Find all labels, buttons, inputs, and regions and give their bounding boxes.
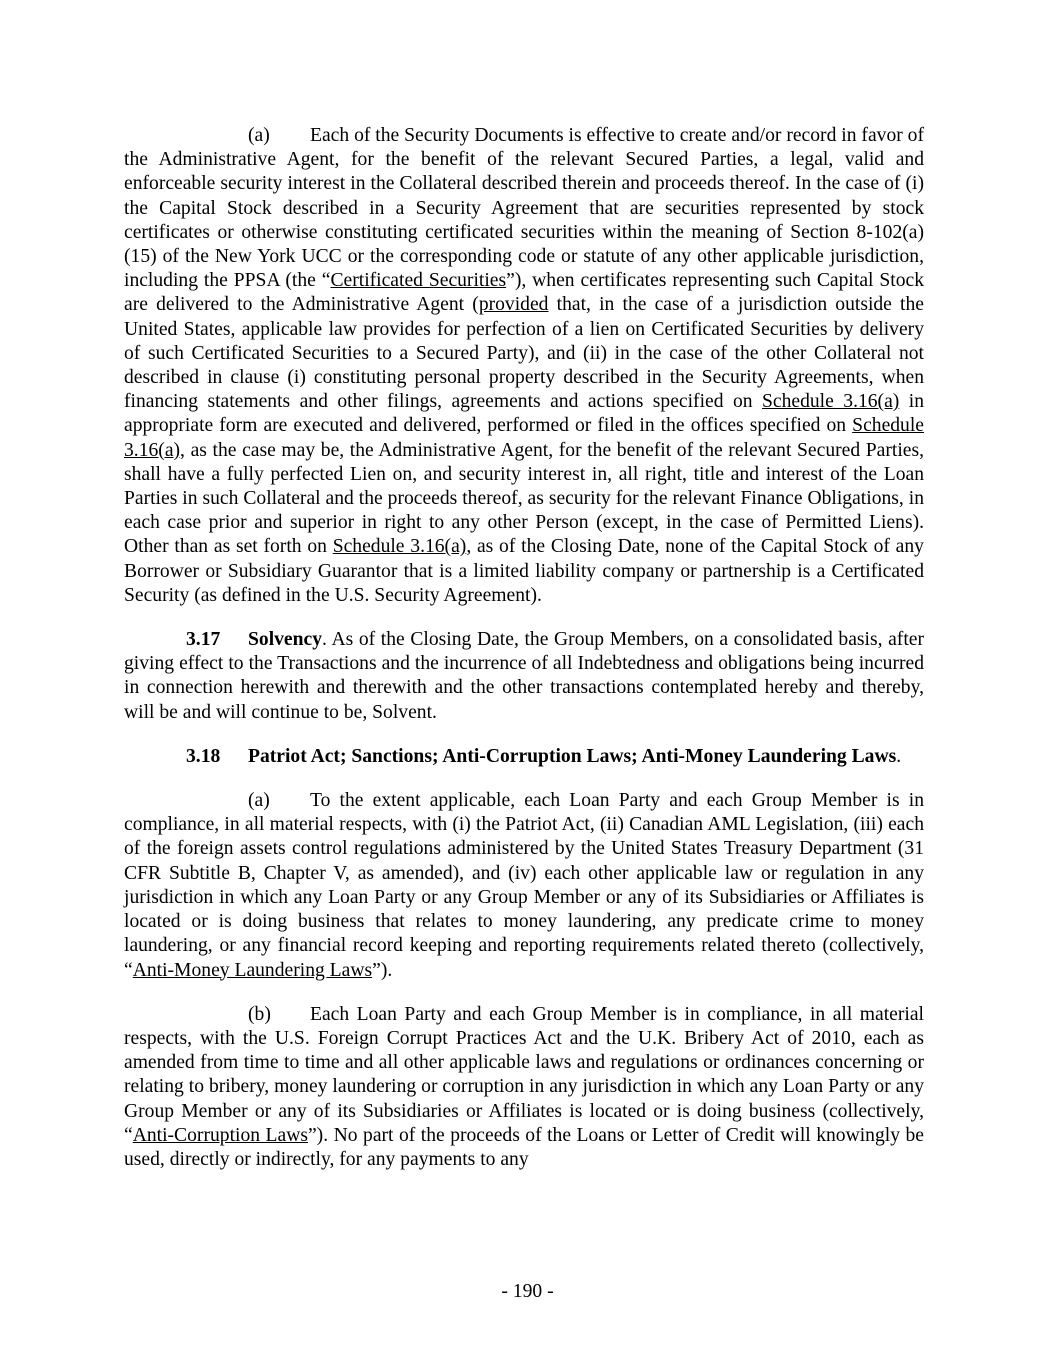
schedule-reference: Schedule 3.16(a) bbox=[124, 415, 924, 461]
provided-term: provided bbox=[478, 294, 549, 316]
defined-term: Certificated Securities bbox=[330, 270, 507, 292]
paragraph-3-18-b bbox=[124, 1003, 924, 1172]
schedule-reference: Schedule 3.16(a) bbox=[762, 391, 900, 413]
paragraph-text: ”). No part of the proceeds of the Loans or Letter of Credit will knowingly be used, directly or indirectly, for any payments to any bbox=[124, 1124, 924, 1170]
paragraph-3-18-a bbox=[124, 789, 924, 983]
page-number: - 190 - bbox=[501, 1281, 554, 1302]
section-number: 3.17 bbox=[186, 629, 221, 651]
paragraph-text: , as of the Closing Date, none of the Capital Stock of any Borrower or Subsidiary Guarantor that is a limited liability company or partnership is a Certificated Security (as defined in the U.S. Security Agreement). bbox=[124, 536, 924, 606]
section-3-17 bbox=[124, 628, 924, 725]
paragraph-text: in appropriate form are executed and delivered, performed or filed in the offices specified on bbox=[124, 391, 924, 437]
section-number: 3.18 bbox=[186, 745, 221, 767]
defined-term: Anti-Corruption Laws bbox=[132, 1124, 308, 1146]
paragraph-text: . As of the Closing Date, the Group Members, on a consolidated basis, after giving effect to the Transactions and the incurrence of all Indebtedness and obligations being incurred in connection herewith and therewith and the other transactions contemplated hereby and thereby, will be and will continue to be, Solvent. bbox=[124, 629, 924, 723]
paragraph-text: . bbox=[896, 745, 902, 767]
schedule-reference: Schedule 3.16(a) bbox=[332, 536, 467, 558]
paragraph-text: that, in the case of a jurisdiction outside the United States, applicable law provides for perfection of a lien on Certificated Securities by delivery of such Certificated Securities to a Secured Party), and (ii) in the case of the other Collateral not described in clause (i) constituting personal property described in the Security Agreements, when financing statements and other filings, agreements and actions specified on bbox=[124, 294, 924, 413]
clause-marker: (a) bbox=[248, 125, 270, 146]
document-page bbox=[124, 124, 924, 1192]
defined-term: Anti-Money Laundering Laws bbox=[132, 959, 373, 981]
paragraph-text: , as the case may be, the Administrative Agent, for the benefit of the relevant Secured Parties, shall have a fully perfected Lien on, and security interest in, all right, title and interest of the Loan Parties in such Collateral and the proceeds thereof, as security for the relevant Finance Obligations, in each case prior and superior in right to any other Person (except, in the case of Permitted Liens). Other than as set forth on bbox=[124, 439, 924, 558]
section-3-18 bbox=[124, 745, 924, 769]
paragraph-3-16-a bbox=[124, 124, 924, 608]
clause-marker: (a) bbox=[248, 790, 270, 812]
paragraph-text: Each of the Security Documents is effective to create and/or record in favor of the Administrative Agent, for the benefit of the relevant Secured Parties, a legal, valid and enforceable security interest in the Collateral described therein and proceeds thereof. In the case of (i) the Capital Stock described in a Security Agreement that are securities represented by stock certificates or otherwise constituting certificated securities within the meaning of Section 8-102(a)(15) of the New York UCC or the corresponding code or statute of any other applicable jurisdiction, including the PPSA (the “ bbox=[124, 125, 924, 292]
paragraph-text: To the extent applicable, each Loan Party and each Group Member is in compliance, in all material respects, with (i) the Patriot Act, (ii) Canadian AML Legislation, (iii) each of the foreign assets control regulations administered by the United States Treasury Department (31 CFR Subtitle B, Chapter V, as amended), and (iv) each other applicable law or regulation in any jurisdiction in which any Loan Party or any Group Member or any of its Subsidiaries or Affiliates is located or is doing business that relates to money laundering, any predicate crime to money laundering, or any financial record keeping and reporting requirements related thereto (collectively, “ bbox=[124, 790, 924, 981]
paragraph-text: ”). bbox=[372, 959, 393, 981]
paragraph-text: ”), when certificates representing such Capital Stock are delivered to the Administrative Agent ( bbox=[124, 270, 924, 316]
section-heading: Solvency bbox=[248, 629, 323, 651]
section-heading: Patriot Act; Sanctions; Anti-Corruption Laws; Anti-Money Laundering Laws bbox=[248, 745, 897, 767]
clause-marker: (b) bbox=[248, 1003, 271, 1025]
paragraph-text: Each Loan Party and each Group Member is in compliance, in all material respects, with the U.S. Foreign Corrupt Practices Act and the U.K. Bribery Act of 2010, each as amended from time to time and all other applicable laws and regulations or ordinances concerning or relating to bribery, money laundering or corruption in any jurisdiction in which any Loan Party or any Group Member or any of its Subsidiaries or Affiliates is located or is doing business (collectively, “ bbox=[124, 1003, 924, 1146]
